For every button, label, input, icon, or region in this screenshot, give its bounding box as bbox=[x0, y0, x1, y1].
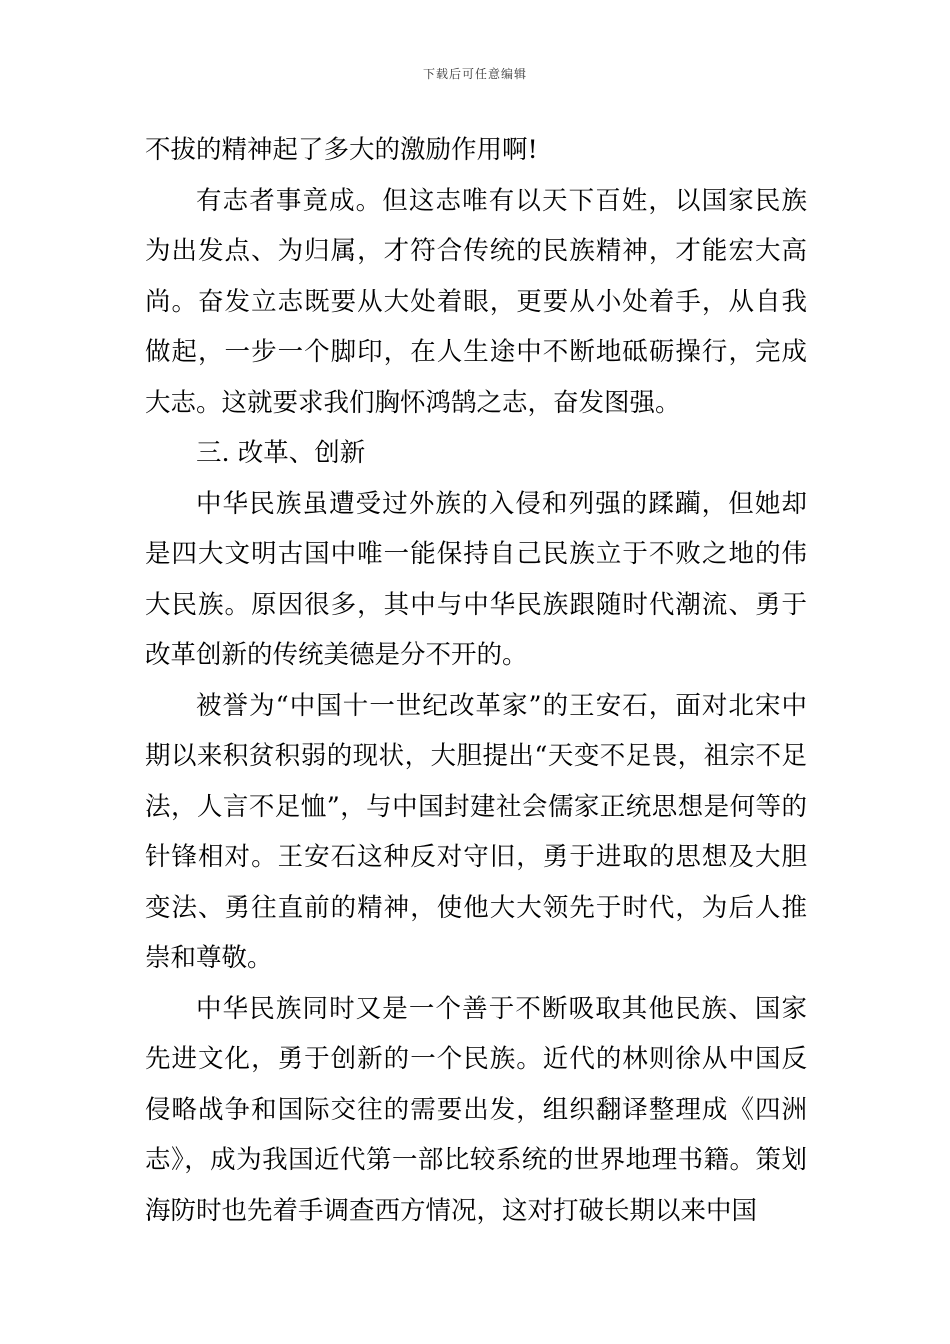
paragraph-wang-anshi: 被誉为“中国十一世纪改革家”的王安石，面对北宋中期以来积贫积弱的现状，大胆提出“天变不足畏，祖宗不足法，人言不足恤”，与中国封建社会儒家正统思想是何等的针锋相对。王安石这种反对守旧，勇于进取的思想及大胆变法、勇往直前的精神，使他大大领先于时代，为后人推崇和尊敬。 bbox=[145, 690, 807, 973]
paragraph-reform-intro: 中华民族虽遭受过外族的入侵和列强的蹂躏，但她却是四大文明古国中唯一能保持自己民族立于不败之地的伟大民族。原因很多，其中与中华民族跟随时代潮流、勇于改革创新的传统美德是分不开的。 bbox=[145, 488, 807, 670]
page-header: 下载后可任意编辑 bbox=[422, 67, 527, 81]
section-heading-reform: 三. 改革、创新 bbox=[196, 438, 366, 468]
paragraph-ambition: 有志者事竟成。但这志唯有以天下百姓，以国家民族为出发点、为归属，才符合传统的民族精神，才能宏大高尚。奋发立志既要从大处着眼，更要从小处着手，从自我做起，一步一个脚印，在人生途中不断地砥砺操行，完成大志。这就要求我们胸怀鸿鹄之志，奋发图强。 bbox=[145, 185, 807, 418]
paragraph-continuation: 不拔的精神起了多大的激励作用啊! bbox=[145, 135, 538, 165]
document-body bbox=[145, 125, 807, 1236]
paragraph-lin-zexu: 中华民族同时又是一个善于不断吸取其他民族、国家先进文化，勇于创新的一个民族。近代的林则徐从中国反侵略战争和国际交往的需要出发，组织翻译整理成《四洲志》，成为我国近代第一部比较系统的世界地理书籍。策划海防时也先着手调查西方情况，这对打破长期以来中国 bbox=[145, 993, 807, 1226]
